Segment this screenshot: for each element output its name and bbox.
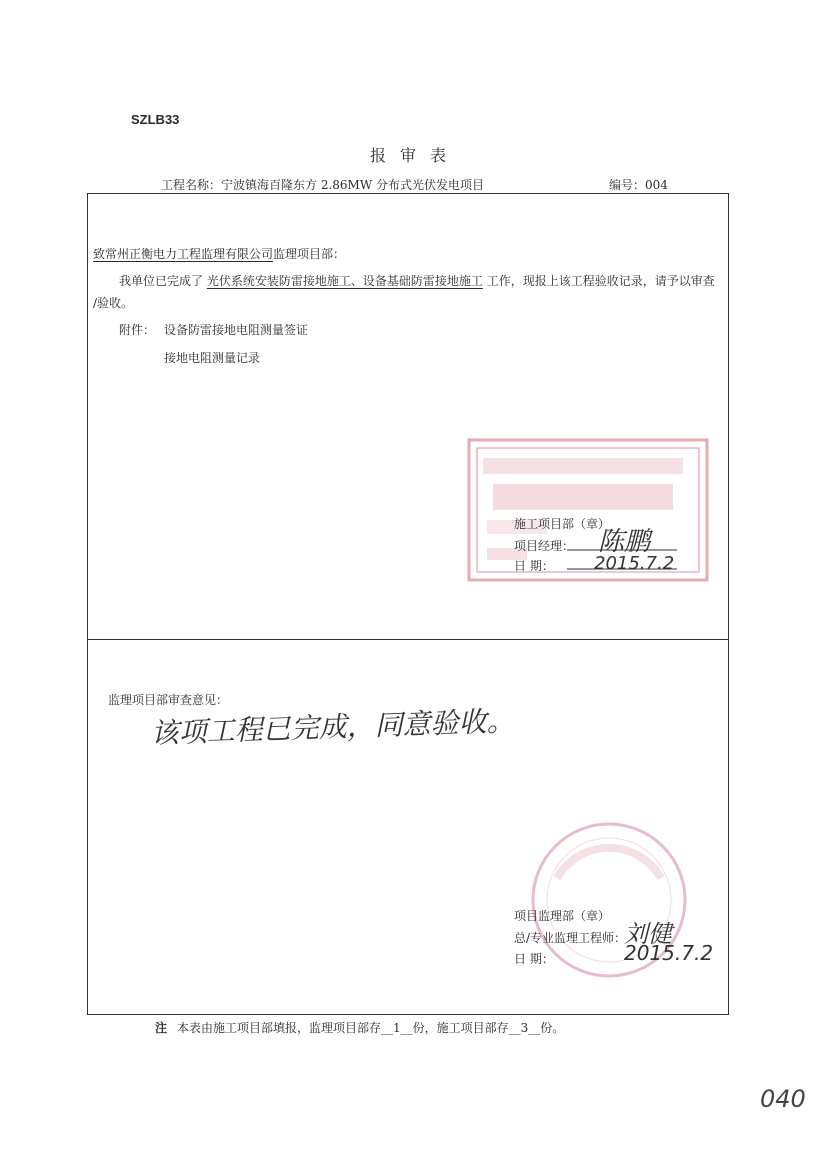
- attachment-item: 设备防雷接地电阻测量签证: [164, 323, 309, 337]
- body-text-line2: /验收。: [93, 296, 134, 310]
- review-date-value: 2015.7.2: [624, 941, 714, 965]
- project-label: 工程名称：: [161, 178, 222, 192]
- body-suffix: 工作，现报上该工程验收记录，请予以审查: [486, 274, 715, 288]
- page-title: 报审表: [370, 146, 461, 165]
- serial-number: 编号：004: [609, 178, 668, 192]
- note-mark: 注: [155, 1021, 168, 1035]
- engineer-label: 总/专业监理工程师：: [514, 931, 627, 945]
- date-label: 日 期：: [514, 559, 554, 573]
- body-text-line1: [119, 272, 715, 289]
- body-prefix: 我单位已完成了: [119, 274, 204, 288]
- review-date-label: 日 期：: [514, 952, 554, 966]
- review-label: 监理项目部审查意见：: [108, 693, 229, 707]
- manager-signature: 陈鹏: [598, 527, 651, 557]
- page-number: 040: [760, 1085, 806, 1113]
- engineer-signature: 刘健: [624, 920, 672, 948]
- recipient-suffix: 监理项目部：: [273, 247, 346, 261]
- review-opinion: 该项工程已完成，同意验收。: [150, 704, 516, 750]
- recipient-company: 致常州正衡电力工程监理有限公司: [93, 247, 274, 261]
- manager-label: 项目经理：: [514, 539, 575, 553]
- signature-underlines: [567, 548, 682, 572]
- body-work: 光伏系统安装防雷接地施工、设备基础防雷接地施工: [206, 274, 483, 288]
- form-code: SZLB33: [131, 112, 180, 127]
- attachments-label: 附件：: [119, 323, 156, 337]
- project-line: [161, 176, 484, 193]
- note-text: 本表由施工项目部填报，监理项目部存__1__份，施工项目部存__3__份。: [177, 1021, 565, 1035]
- date-value: 2015.7.2: [594, 553, 675, 574]
- section-divider: [88, 639, 728, 640]
- attachment-item: 接地电阻测量记录: [164, 351, 261, 365]
- construction-dept-label: 施工项目部（章）: [514, 517, 611, 531]
- project-name: 宁波镇海百隆东方 2.86MW 分布式光伏发电项目: [221, 178, 484, 192]
- supervision-dept-label: 项目监理部（章）: [514, 909, 611, 923]
- recipient-line: [93, 245, 345, 262]
- footnote: [155, 1019, 564, 1036]
